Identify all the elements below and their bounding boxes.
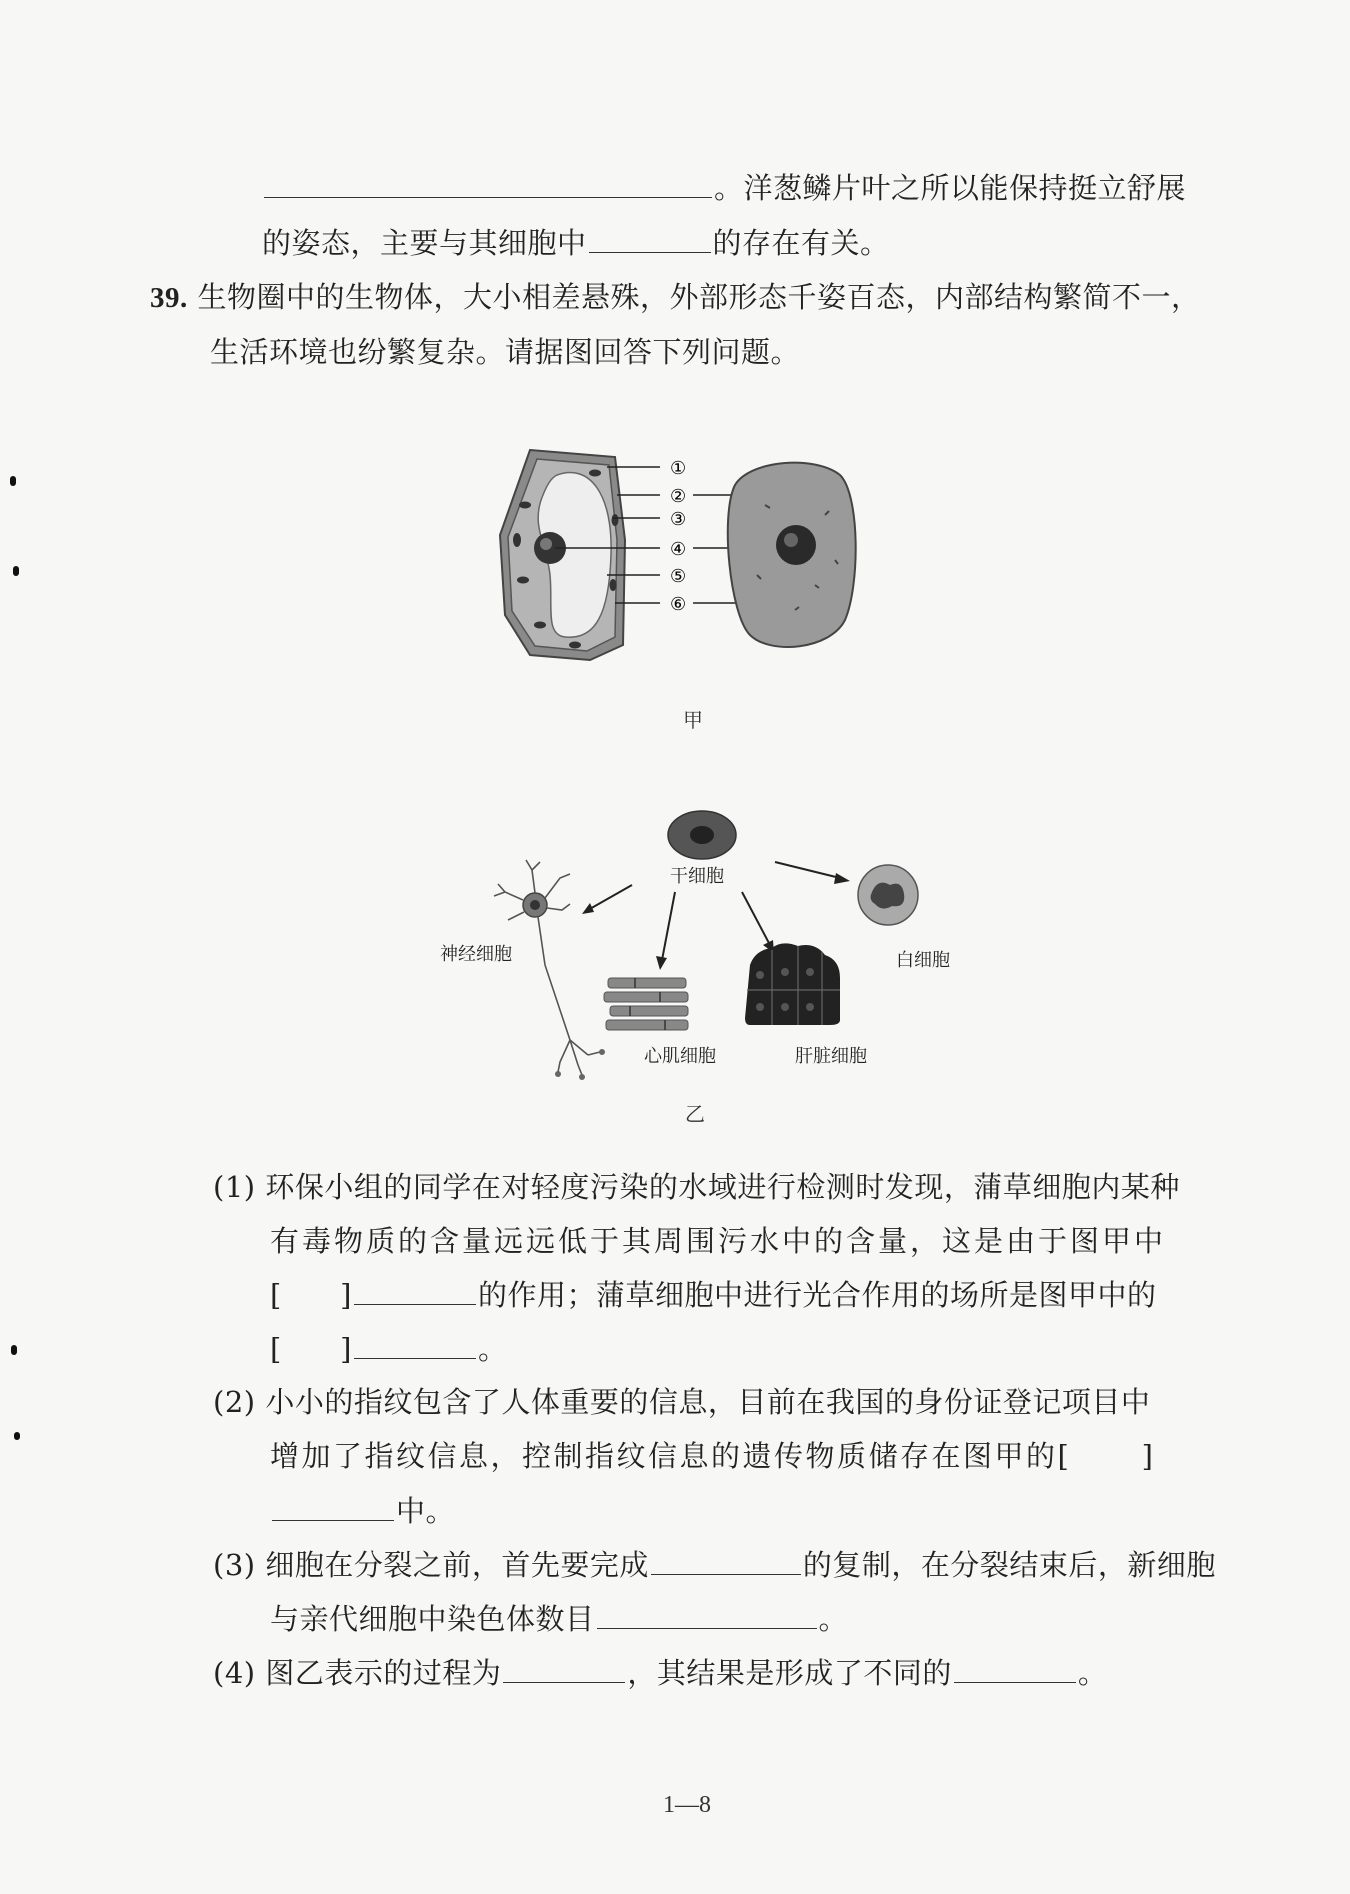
sub2-line-1: (2) 小小的指纹包含了人体重要的信息，目前在我国的身份证登记项目中 <box>213 1385 1151 1419</box>
sub3-line-2: 与亲代细胞中染色体数目 。 <box>270 1598 848 1639</box>
sub-number: (2) <box>213 1385 256 1419</box>
margin-mark <box>14 1432 20 1440</box>
label-stem-cell: 干细胞 <box>670 866 724 887</box>
label-2: ② <box>670 486 687 507</box>
bracket-blank[interactable]: [ ] <box>270 1278 352 1312</box>
label-cardiac-muscle: 心肌细胞 <box>644 1046 716 1067</box>
sub4-line-1: (4) 图乙表示的过程为 ，其结果是形成了不同的 。 <box>213 1652 1107 1693</box>
figure-jia-cells <box>495 445 870 665</box>
sub-number: (1) <box>213 1170 256 1204</box>
answer-blank[interactable] <box>589 222 711 253</box>
sub-number: (4) <box>213 1656 256 1690</box>
margin-mark <box>10 476 16 486</box>
sub1-line-1: (1) 环保小组的同学在对轻度污染的水域进行检测时发现，蒲草细胞内某种 <box>213 1170 1180 1204</box>
figure-jia-caption: 甲 <box>683 708 703 732</box>
label-1: ① <box>670 458 687 479</box>
sub2-line-3: 中。 <box>270 1490 455 1531</box>
figure-yi-caption: 乙 <box>685 1102 705 1126</box>
bracket-blank[interactable]: [ ] <box>1057 1439 1156 1473</box>
answer-blank[interactable] <box>354 1274 476 1305</box>
answer-blank[interactable] <box>503 1652 625 1683</box>
sub2-line-2: 增加了指纹信息，控制指纹信息的遗传物质储存在图甲的[ ] <box>270 1436 1155 1476</box>
label-white-blood-cell: 白细胞 <box>896 950 950 971</box>
sub1-line-2: 有毒物质的含量远远低于其周围污水中的含量，这是由于图甲中 <box>270 1224 1167 1258</box>
sub-number: (3) <box>213 1548 256 1582</box>
label-3: ③ <box>670 509 687 530</box>
label-neuron: 神经细胞 <box>440 944 512 965</box>
bracket-blank[interactable]: [ ] <box>270 1332 352 1366</box>
label-liver: 肝脏细胞 <box>795 1046 867 1067</box>
liver-cells <box>745 943 840 1025</box>
intro-line-2: 的姿态，主要与其细胞中 的存在有关。 <box>262 222 890 263</box>
answer-blank[interactable] <box>354 1328 476 1359</box>
question-39-line-1: 39. 生物圈中的生物体，大小相差悬殊，外部形态千姿百态，内部结构繁简不一， <box>150 280 1201 314</box>
sub3-line-1: (3) 细胞在分裂之前，首先要完成 的复制，在分裂结束后，新细胞 <box>213 1544 1216 1585</box>
label-5: ⑤ <box>670 566 687 587</box>
sub1-line-4: [ ] 。 <box>270 1328 507 1369</box>
label-4: ④ <box>670 539 687 560</box>
answer-blank[interactable] <box>954 1652 1076 1683</box>
label-6: ⑥ <box>670 594 687 615</box>
answer-blank[interactable] <box>597 1598 817 1629</box>
answer-blank[interactable] <box>272 1490 394 1521</box>
answer-blank[interactable] <box>651 1544 801 1575</box>
page-number: 1—8 <box>663 1792 711 1818</box>
animal-nucleus <box>776 525 816 565</box>
intro-line-1: 。洋葱鳞片叶之所以能保持挺立舒展 <box>262 167 1186 208</box>
margin-mark <box>11 1345 17 1355</box>
sub1-line-3: [ ] 的作用；蒲草细胞中进行光合作用的场所是图甲中的 <box>270 1274 1156 1315</box>
answer-blank[interactable] <box>264 167 712 198</box>
question-number: 39. <box>150 282 188 314</box>
margin-mark <box>13 566 19 576</box>
question-39-line-2: 生活环境也纷繁复杂。请据图回答下列问题。 <box>210 335 801 369</box>
cardiac-muscle-cells <box>604 978 688 1030</box>
